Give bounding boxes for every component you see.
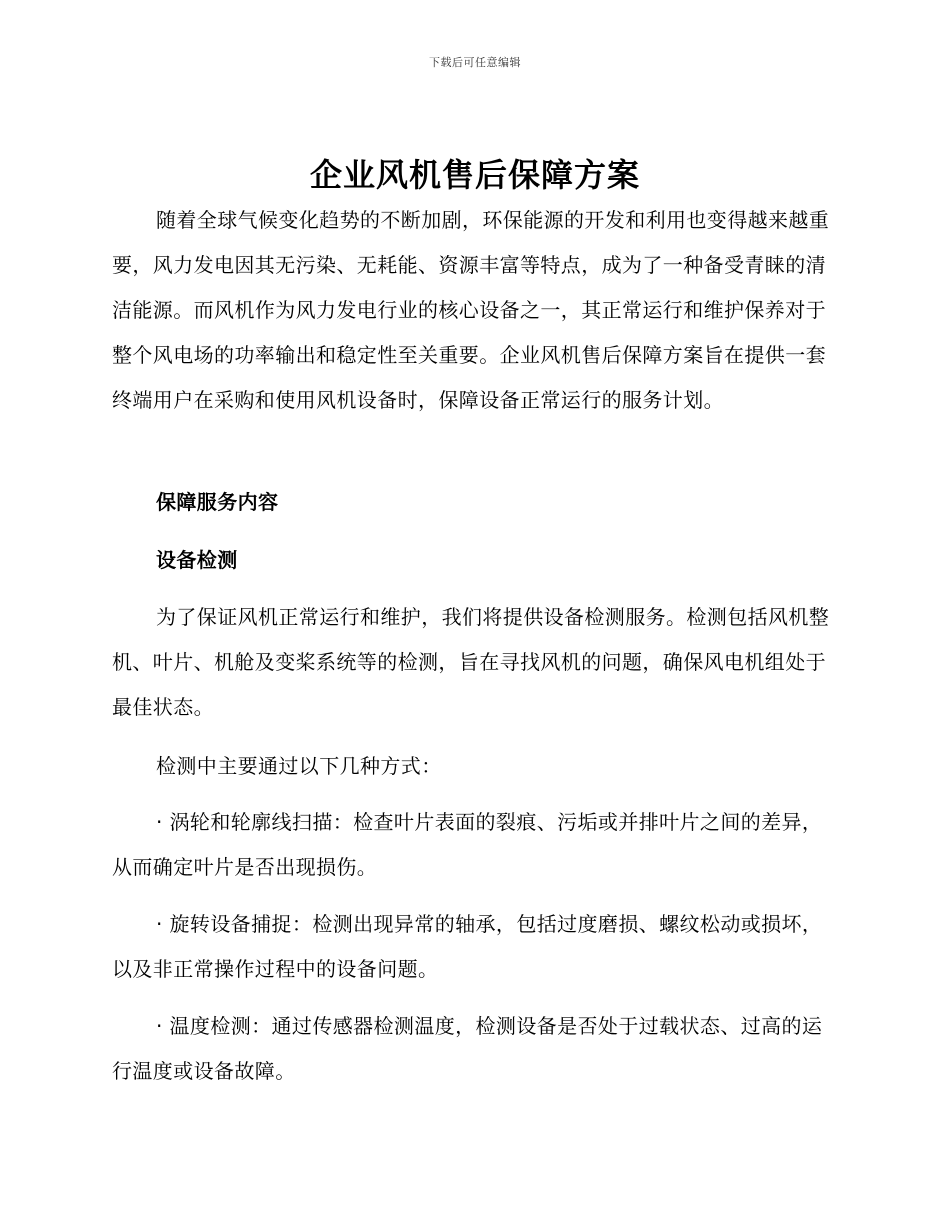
header-note: 下载后可任意编辑 — [429, 56, 521, 69]
section-heading: 保障服务内容 — [156, 490, 279, 514]
intro-paragraph: 随着全球气候变化趋势的不断加剧，环保能源的开发和利用也变得越来越重要，风力发电因其无污染、无耗能、资源丰富等特点，成为了一种备受青睐的清洁能源。而风机作为风力发电行业的核心设备之一，其正常运行和维护保养对于整个风电场的功率输出和稳定性至关重要。企业风机售后保障方案旨在提供一套终端用户在采购和使用风机设备时，保障设备正常运行的服务计划。 — [112, 208, 830, 412]
bullet-item: · 涡轮和轮廓线扫描：检查叶片表面的裂痕、污垢或并排叶片之间的差异，从而确定叶片是否出现损伤。 — [112, 810, 823, 879]
document-title: 企业风机售后保障方案 — [309, 156, 640, 194]
subsection-heading: 设备检测 — [156, 548, 238, 572]
bullet-item: · 旋转设备捕捉：检测出现异常的轴承，包括过度磨损、螺纹松动或损坏，以及非正常操作过程中的设备问题。 — [112, 912, 823, 981]
methods-lead-paragraph: 检测中主要通过以下几种方式： — [156, 754, 442, 778]
detection-intro-paragraph: 为了保证风机正常运行和维护，我们将提供设备检测服务。检测包括风机整机、叶片、机舱及变桨系统等的检测，旨在寻找风机的问题，确保风电机组处于最佳状态。 — [112, 605, 830, 719]
bullet-item: · 温度检测：通过传感器检测温度，检测设备是否处于过载状态、过高的运行温度或设备故障。 — [112, 1014, 823, 1083]
